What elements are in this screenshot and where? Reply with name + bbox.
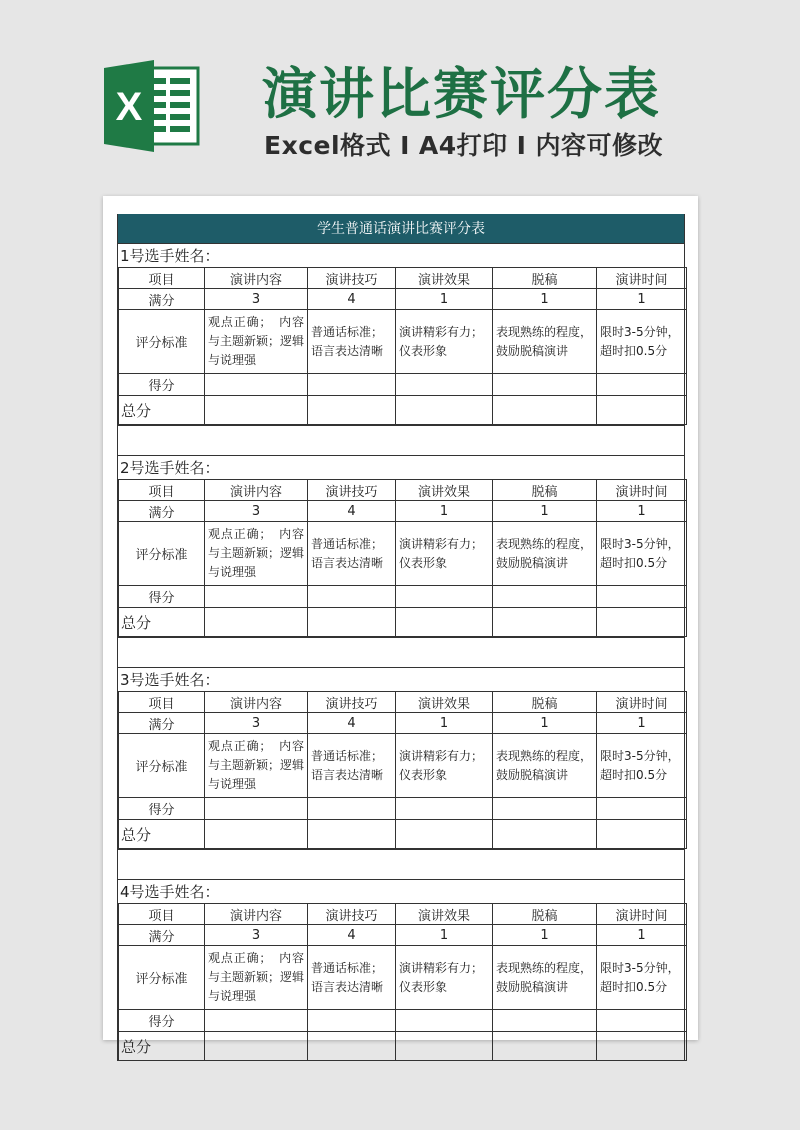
criteria-content: 观点正确； 内容与主题新颖；逻辑与说理强 [205, 310, 308, 374]
total-cell[interactable] [597, 396, 687, 425]
full-score-value: 1 [396, 289, 493, 310]
total-label: 总分 [119, 1032, 205, 1061]
column-header: 脱稿 [493, 904, 597, 925]
full-score-value: 3 [205, 925, 308, 946]
criteria-time: 限时3-5分钟，超时扣0.5分 [597, 734, 687, 798]
total-cell[interactable] [205, 608, 308, 637]
contestant-name-label[interactable]: 4号选手姓名： [118, 879, 684, 903]
score-row [119, 798, 687, 820]
column-header: 演讲技巧 [308, 480, 396, 501]
criteria-time: 限时3-5分钟，超时扣0.5分 [597, 946, 687, 1010]
score-row [119, 374, 687, 396]
contestant-name-label[interactable]: 1号选手姓名： [118, 243, 684, 267]
total-cell[interactable] [396, 1032, 493, 1061]
total-cell[interactable] [396, 396, 493, 425]
total-cell[interactable] [308, 820, 396, 849]
header-row [119, 904, 687, 925]
criteria-label: 评分标准 [119, 946, 205, 1010]
column-header: 项目 [119, 692, 205, 713]
criteria-row [119, 522, 687, 586]
full-score-value: 4 [308, 925, 396, 946]
score-cell[interactable] [308, 798, 396, 820]
total-cell[interactable] [205, 396, 308, 425]
score-table [118, 267, 687, 425]
criteria-offscript: 表现熟练的程度，鼓励脱稿演讲 [493, 310, 597, 374]
total-cell[interactable] [493, 396, 597, 425]
full-score-value: 1 [396, 925, 493, 946]
criteria-content: 观点正确； 内容与主题新颖；逻辑与说理强 [205, 946, 308, 1010]
full-score-value: 4 [308, 501, 396, 522]
contestant-block [118, 455, 684, 667]
column-header: 演讲效果 [396, 480, 493, 501]
total-cell[interactable] [396, 820, 493, 849]
criteria-skill: 普通话标准；语言表达清晰 [308, 310, 396, 374]
paper-sheet [103, 196, 698, 1056]
column-header: 演讲时间 [597, 480, 687, 501]
full-score-value: 3 [205, 289, 308, 310]
full-score-value: 1 [493, 501, 597, 522]
page-subtitle [264, 126, 663, 162]
total-row [119, 396, 687, 425]
criteria-skill: 普通话标准；语言表达清晰 [308, 946, 396, 1010]
score-cell[interactable] [493, 798, 597, 820]
contestant-name-label[interactable]: 3号选手姓名： [118, 667, 684, 691]
column-header: 演讲时间 [597, 692, 687, 713]
full-score-value: 1 [396, 501, 493, 522]
block-spacer [118, 637, 684, 667]
score-row [119, 1010, 687, 1032]
criteria-effect: 演讲精彩有力；仪表形象 [396, 734, 493, 798]
score-table [118, 903, 687, 1061]
criteria-label: 评分标准 [119, 310, 205, 374]
column-header: 项目 [119, 904, 205, 925]
criteria-offscript: 表现熟练的程度，鼓励脱稿演讲 [493, 946, 597, 1010]
criteria-effect: 演讲精彩有力；仪表形象 [396, 946, 493, 1010]
score-cell[interactable] [597, 586, 687, 608]
total-row [119, 820, 687, 849]
total-row [119, 608, 687, 637]
criteria-offscript: 表现熟练的程度，鼓励脱稿演讲 [493, 522, 597, 586]
score-cell[interactable] [396, 1010, 493, 1032]
column-header: 演讲时间 [597, 904, 687, 925]
score-sheet [117, 214, 685, 1061]
criteria-skill: 普通话标准；语言表达清晰 [308, 522, 396, 586]
full-score-label: 满分 [119, 289, 205, 310]
contestant-block [118, 667, 684, 879]
contestant-block [118, 879, 684, 1061]
column-header: 项目 [119, 480, 205, 501]
total-cell[interactable] [597, 608, 687, 637]
criteria-skill: 普通话标准；语言表达清晰 [308, 734, 396, 798]
total-cell[interactable] [493, 820, 597, 849]
full-score-row [119, 501, 687, 522]
sheet-banner: 学生普通话演讲比赛评分表 [118, 214, 684, 243]
criteria-label: 评分标准 [119, 522, 205, 586]
total-cell[interactable] [308, 608, 396, 637]
score-table [118, 691, 687, 849]
criteria-row [119, 734, 687, 798]
column-header: 演讲技巧 [308, 692, 396, 713]
full-score-value: 4 [308, 713, 396, 734]
column-header: 演讲效果 [396, 692, 493, 713]
score-cell[interactable] [396, 798, 493, 820]
score-cell[interactable] [205, 374, 308, 396]
criteria-offscript: 表现熟练的程度，鼓励脱稿演讲 [493, 734, 597, 798]
full-score-label: 满分 [119, 713, 205, 734]
header-row [119, 480, 687, 501]
total-cell[interactable] [493, 1032, 597, 1061]
criteria-effect: 演讲精彩有力；仪表形象 [396, 310, 493, 374]
full-score-value: 1 [597, 925, 687, 946]
excel-logo-icon [104, 58, 202, 154]
column-header: 演讲效果 [396, 268, 493, 289]
total-cell[interactable] [205, 1032, 308, 1061]
column-header: 演讲内容 [205, 268, 308, 289]
total-cell[interactable] [597, 1032, 687, 1061]
contestant-name-label[interactable]: 2号选手姓名： [118, 455, 684, 479]
total-cell[interactable] [308, 1032, 396, 1061]
total-cell[interactable] [308, 396, 396, 425]
criteria-content: 观点正确； 内容与主题新颖；逻辑与说理强 [205, 734, 308, 798]
criteria-time: 限时3-5分钟，超时扣0.5分 [597, 310, 687, 374]
full-score-label: 满分 [119, 925, 205, 946]
full-score-value: 1 [493, 713, 597, 734]
full-score-value: 3 [205, 501, 308, 522]
column-header: 演讲技巧 [308, 904, 396, 925]
score-label: 得分 [119, 374, 205, 396]
score-table [118, 479, 687, 637]
full-score-value: 1 [396, 713, 493, 734]
score-cell[interactable] [205, 798, 308, 820]
total-cell[interactable] [205, 820, 308, 849]
criteria-effect: 演讲精彩有力；仪表形象 [396, 522, 493, 586]
full-score-value: 1 [493, 289, 597, 310]
score-cell[interactable] [396, 586, 493, 608]
total-row [119, 1032, 687, 1061]
full-score-value: 1 [493, 925, 597, 946]
score-row [119, 586, 687, 608]
column-header: 项目 [119, 268, 205, 289]
criteria-row [119, 946, 687, 1010]
full-score-value: 4 [308, 289, 396, 310]
score-label: 得分 [119, 798, 205, 820]
total-label: 总分 [119, 396, 205, 425]
full-score-row [119, 289, 687, 310]
column-header: 演讲内容 [205, 692, 308, 713]
subtitle-separator: I [400, 131, 410, 160]
subtitle-editable: 内容可修改 [535, 131, 663, 160]
column-header: 演讲技巧 [308, 268, 396, 289]
total-cell[interactable] [493, 608, 597, 637]
contestant-block [118, 243, 684, 455]
score-cell[interactable] [205, 1010, 308, 1032]
score-cell[interactable] [308, 374, 396, 396]
score-cell[interactable] [597, 798, 687, 820]
block-spacer [118, 425, 684, 455]
criteria-content: 观点正确； 内容与主题新颖；逻辑与说理强 [205, 522, 308, 586]
score-cell[interactable] [308, 586, 396, 608]
column-header: 脱稿 [493, 268, 597, 289]
total-label: 总分 [119, 820, 205, 849]
full-score-label: 满分 [119, 501, 205, 522]
score-cell[interactable] [493, 1010, 597, 1032]
column-header: 演讲内容 [205, 480, 308, 501]
header-row [119, 692, 687, 713]
criteria-label: 评分标准 [119, 734, 205, 798]
score-cell[interactable] [597, 374, 687, 396]
page-title: 演讲比赛评分表 [262, 62, 662, 126]
header-row [119, 268, 687, 289]
total-label: 总分 [119, 608, 205, 637]
criteria-row [119, 310, 687, 374]
score-cell[interactable] [597, 1010, 687, 1032]
column-header: 脱稿 [493, 480, 597, 501]
column-header: 演讲效果 [396, 904, 493, 925]
subtitle-format: Excel格式 [264, 131, 392, 160]
score-cell[interactable] [205, 586, 308, 608]
score-label: 得分 [119, 586, 205, 608]
full-score-value: 1 [597, 501, 687, 522]
column-header: 演讲内容 [205, 904, 308, 925]
column-header: 脱稿 [493, 692, 597, 713]
score-cell[interactable] [396, 374, 493, 396]
total-cell[interactable] [597, 820, 687, 849]
block-spacer [118, 849, 684, 879]
subtitle-separator: I [516, 131, 527, 160]
full-score-row [119, 713, 687, 734]
score-cell[interactable] [308, 1010, 396, 1032]
score-label: 得分 [119, 1010, 205, 1032]
subtitle-print: A4打印 [418, 131, 508, 160]
column-header: 演讲时间 [597, 268, 687, 289]
total-cell[interactable] [396, 608, 493, 637]
full-score-value: 1 [597, 713, 687, 734]
full-score-value: 1 [597, 289, 687, 310]
logo-letter: X [115, 85, 143, 129]
score-cell[interactable] [493, 374, 597, 396]
criteria-time: 限时3-5分钟，超时扣0.5分 [597, 522, 687, 586]
score-cell[interactable] [493, 586, 597, 608]
full-score-row [119, 925, 687, 946]
full-score-value: 3 [205, 713, 308, 734]
